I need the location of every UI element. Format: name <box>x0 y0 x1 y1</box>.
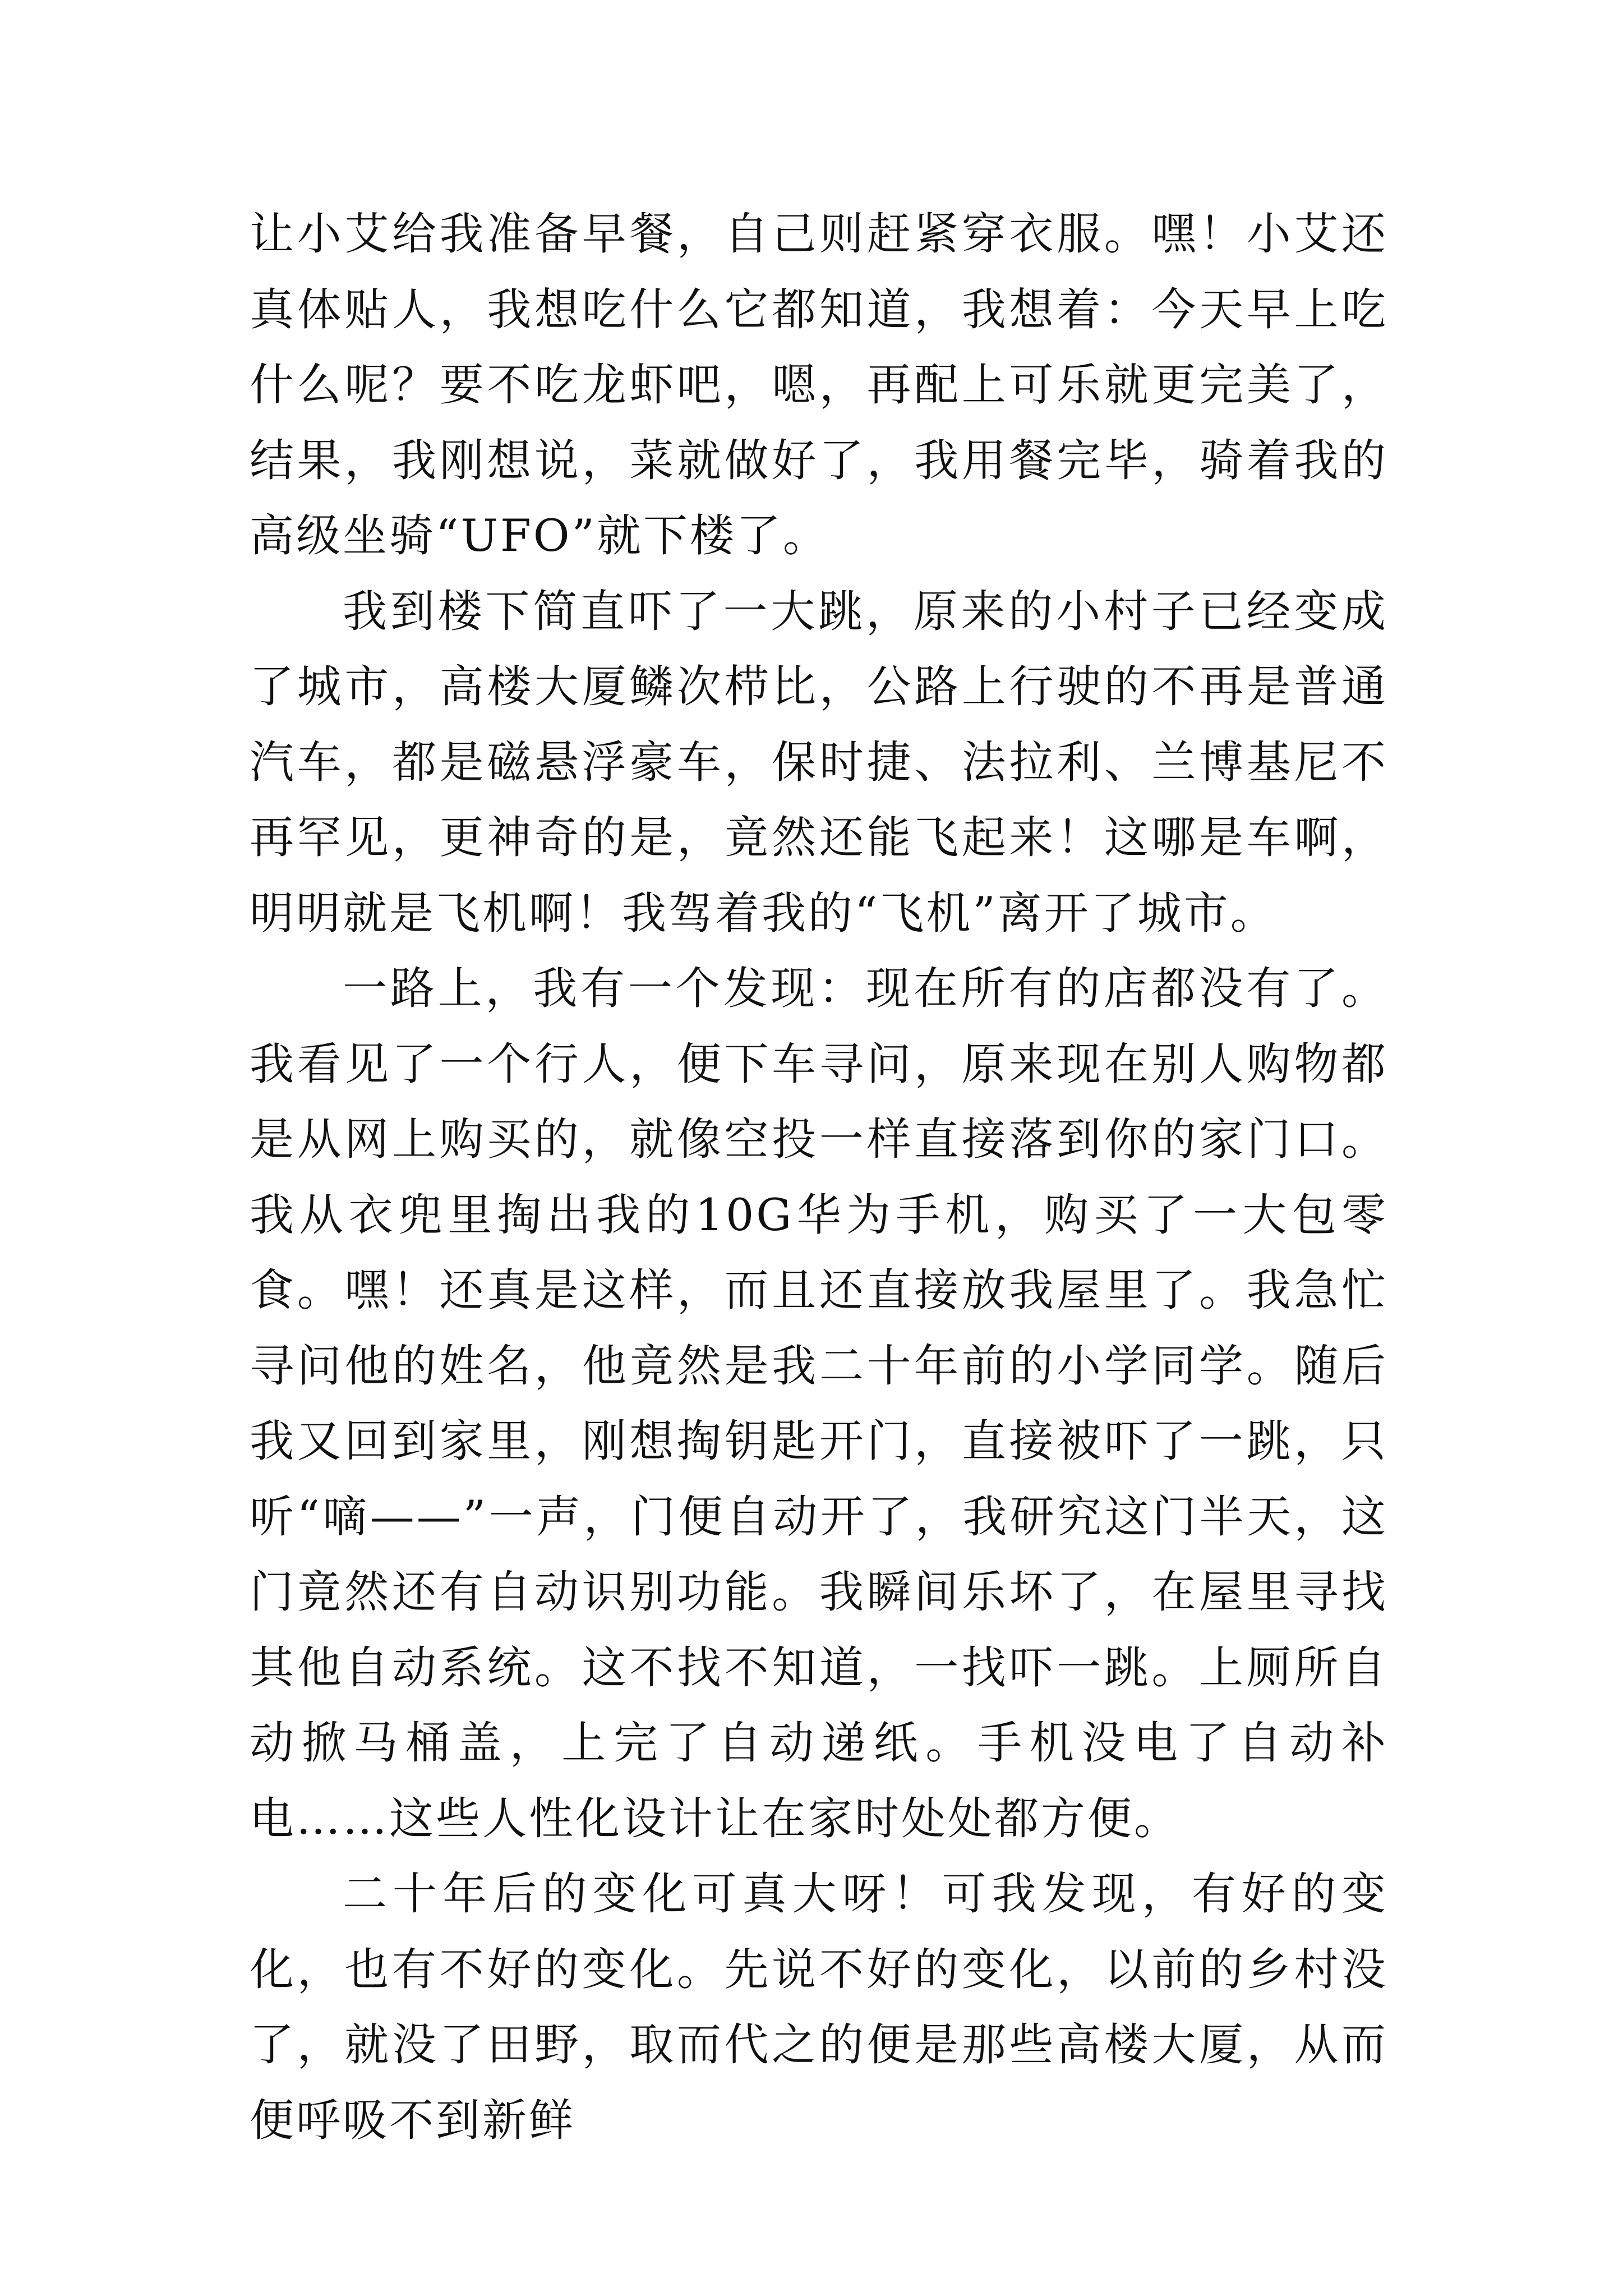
document-body <box>250 196 1388 2158</box>
paragraph-1: 让小艾给我准备早餐，自己则赶紧穿衣服。嘿！小艾还真体贴人，我想吃什么它都知道，我想着：今天早上吃什么呢？要不吃龙虾吧，嗯，再配上可乐就更完美了，结果，我刚想说，菜就做好了，我用餐完毕，骑着我的高级坐骑“UFO”就下楼了。 <box>250 208 1388 562</box>
paragraph-3: 一路上，我有一个发现：现在所有的店都没有了。我看见了一个行人，便下车寻问，原来现在别人购物都是从网上购买的，就像空投一样直接落到你的家门口。我从衣兜里掏出我的10G华为手机，购买了一大包零食。嘿！还真是这样，而且还直接放我屋里了。我急忙寻问他的姓名，他竟然是我二十年前的小学同学。随后我又回到家里，刚想掏钥匙开门，直接被吓了一跳，只听“嘀——”一声，门便自动开了，我研究这门半天，这门竟然还有自动识别功能。我瞬间乐坏了，在屋里寻找其他自动系统。这不找不知道，一找吓一跳。上厕所自动掀马桶盖，上完了自动递纸。手机没电了自动补电……这些人性化设计让在家时处处都方便。 <box>250 963 1388 1844</box>
paragraph-4: 二十年后的变化可真大呀！可我发现，有好的变化，也有不好的变化。先说不好的变化，以前的乡村没了，就没了田野，取而代之的便是那些高楼大厦，从而便呼吸不到新鲜 <box>250 1868 1388 2146</box>
paragraph-2: 我到楼下简直吓了一大跳，原来的小村子已经变成了城市，高楼大厦鳞次栉比，公路上行驶的不再是普通汽车，都是磁悬浮豪车，保时捷、法拉利、兰博基尼不再罕见，更神奇的是，竟然还能飞起来！这哪是车啊，明明就是飞机啊！我驾着我的“飞机”离开了城市。 <box>250 585 1388 939</box>
